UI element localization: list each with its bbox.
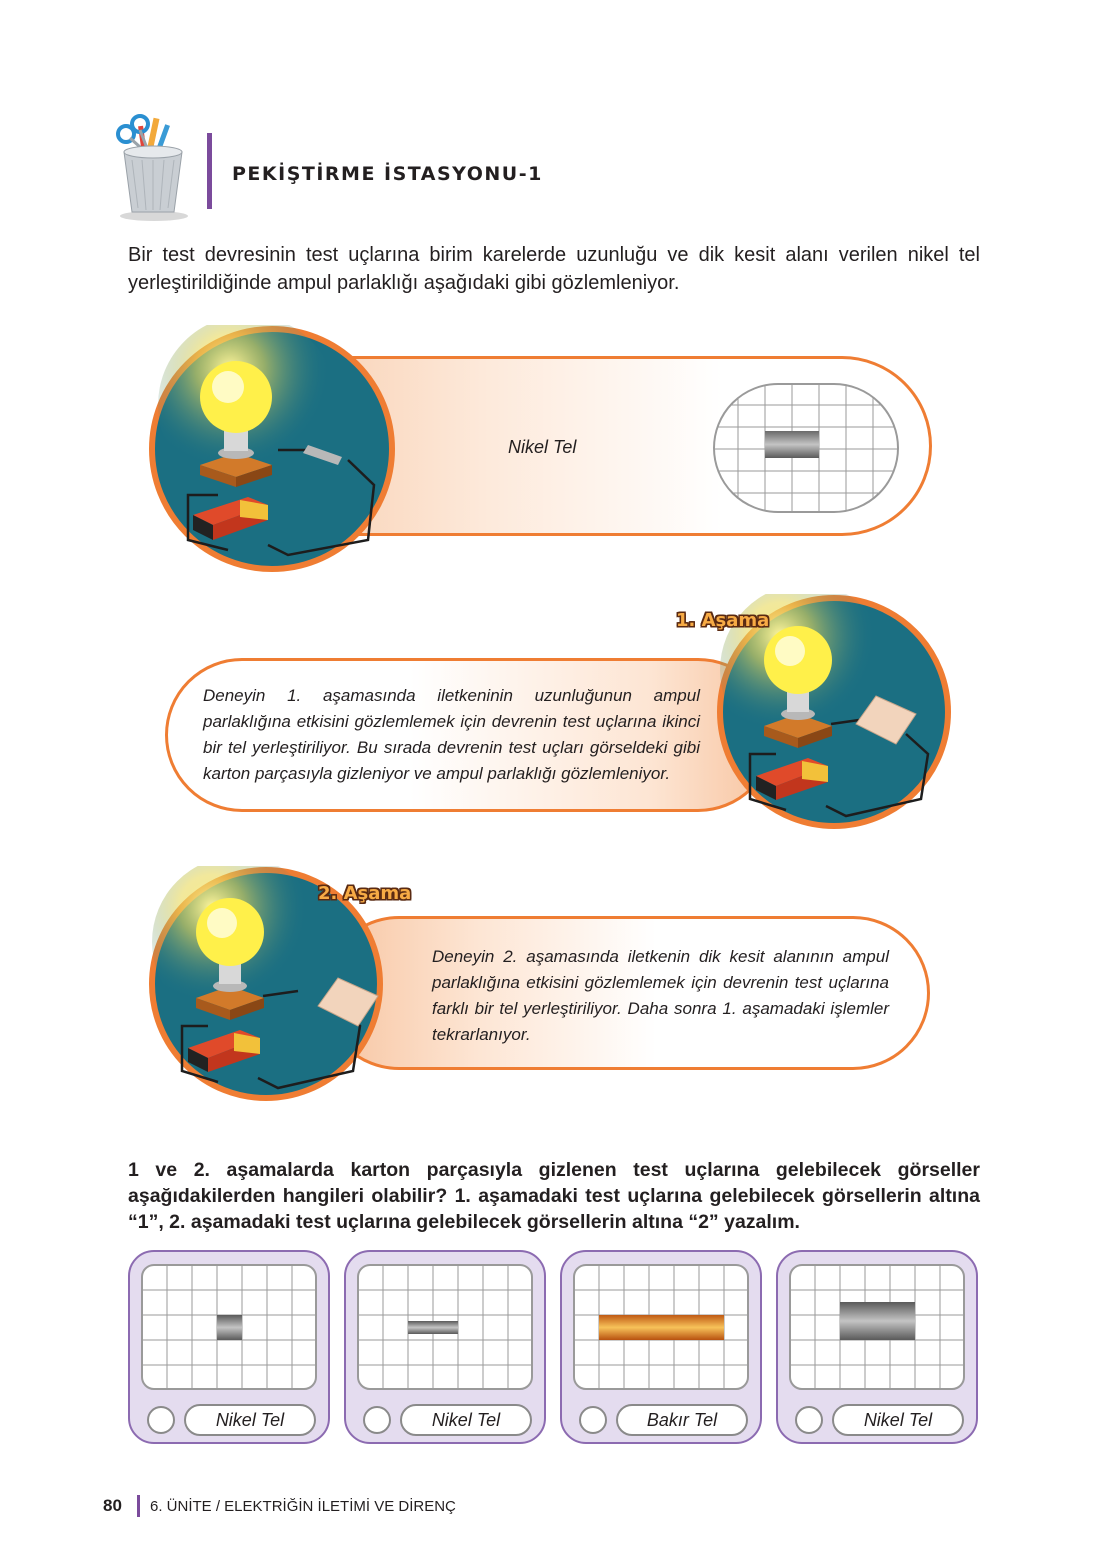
option-label: Nikel Tel (400, 1404, 532, 1436)
option-label: Nikel Tel (832, 1404, 964, 1436)
intro-paragraph: Bir test devresinin test uçlarına birim karelerde uzunluğu ve dik kesit alanı verilen nikel tel yerleştirildiğinde ampul parlaklığı aşağıdaki gibi gözlemleniyor. (128, 244, 980, 294)
page-title: PEKİŞTİRME İSTASYONU-1 (232, 163, 543, 185)
option-card-1 (128, 1250, 330, 1444)
wire-grid-long-thin (357, 1264, 533, 1390)
option-card-2 (344, 1250, 546, 1444)
option-label: Bakır Tel (616, 1404, 748, 1436)
wire-grid-wide-thick (789, 1264, 965, 1390)
footer-divider (137, 1495, 140, 1517)
wire-grid-short-thick (141, 1264, 317, 1390)
stage1-description: Deneyin 1. aşamasında iletkeninin uzunluğunun ampul parlaklığına etkisini gözlemlemek için devrenin test uçlarına ikinci bir tel yerleştiriliyor. Bu sırada devrenin test uçları görseldeki gibi karton parçasıyla gizleniyor ve ampul parlaklığı gözlemleniyor. (203, 686, 700, 783)
stage1-label: 1. Aşama (676, 610, 770, 631)
question-text: 1 ve 2. aşamalarda karton parçasıyla gizlenen test uçlarına gelebilecek görseller aşağıdakilerden hangileri olabilir? 1. aşamadaki test uçlarına gelebilecek görsellerin altına “1”, 2. aşamadaki test uçlarına gelebilecek görsellerin altına “2” yazalım. (128, 1159, 980, 1233)
circuit-illustration (148, 325, 396, 573)
option-card-3 (560, 1250, 762, 1444)
page-number: 80 (103, 1496, 122, 1515)
unit-title: 6. ÜNİTE / ELEKTRİĞİN İLETİMİ VE DİRENÇ (150, 1498, 456, 1515)
answer-circle[interactable] (363, 1406, 391, 1434)
figure1-wire-label: Nikel Tel (508, 437, 577, 457)
option-card-4 (776, 1250, 978, 1444)
answer-circle[interactable] (147, 1406, 175, 1434)
answer-circle[interactable] (795, 1406, 823, 1434)
answer-circle[interactable] (579, 1406, 607, 1434)
wire-grid-copper (573, 1264, 749, 1390)
nikel-wire-grid (712, 382, 900, 514)
title-accent-bar (207, 133, 212, 209)
stage2-description: Deneyin 2. aşamasında iletkenin dik kesit alanının ampul parlaklığına etkisini gözlemlemek için devrenin test uçlarına farklı bir tel yerleştiriliyor. Daha sonra 1. aşamadaki işlemler tekrarlanıyor. (432, 947, 889, 1044)
pencil-cup-icon (110, 112, 194, 222)
option-label: Nikel Tel (184, 1404, 316, 1436)
stage2-label: 2. Aşama (318, 883, 412, 904)
